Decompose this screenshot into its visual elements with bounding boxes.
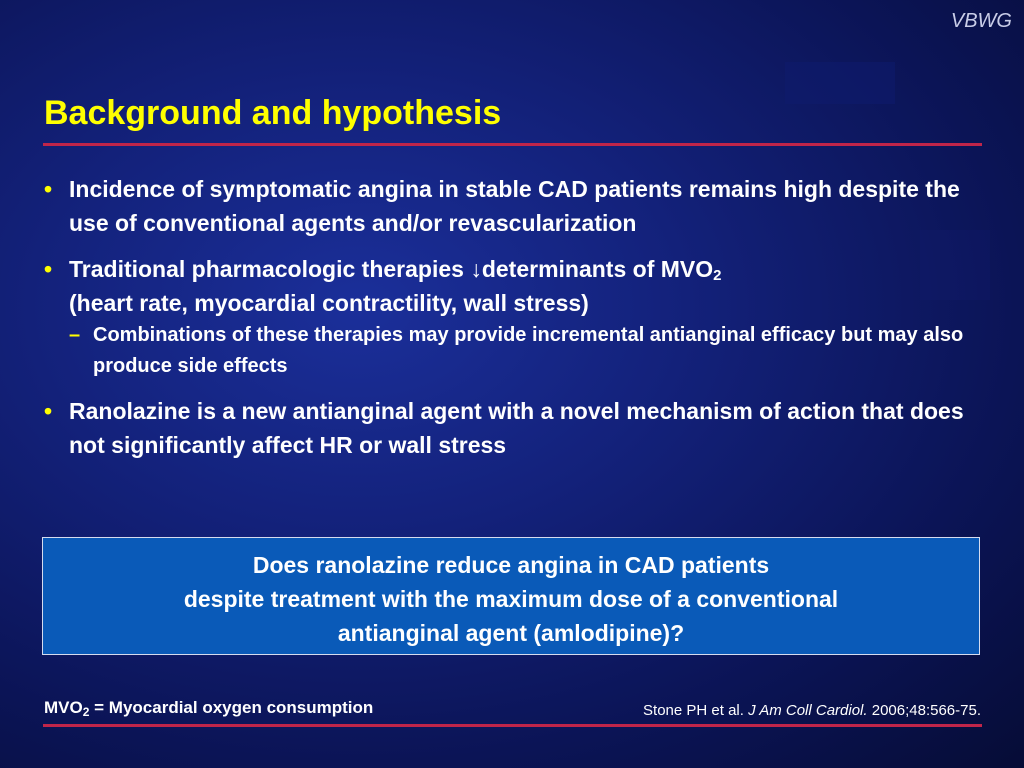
bullet-text: determinants of MVO bbox=[481, 256, 714, 282]
footnote-prefix: MVO bbox=[44, 698, 83, 717]
bullet-list bbox=[44, 172, 964, 474]
footer-divider bbox=[43, 724, 982, 727]
bullet-item bbox=[44, 394, 964, 462]
hypothesis-question-box bbox=[42, 537, 980, 655]
slide-title: Background and hypothesis bbox=[44, 94, 502, 132]
footnote-subscript: 2 bbox=[82, 705, 90, 719]
subscript: 2 bbox=[713, 267, 722, 284]
down-arrow-icon: ↓ bbox=[470, 256, 482, 282]
bullet-item bbox=[44, 252, 964, 382]
citation-journal: J Am Coll Cardiol. bbox=[748, 702, 868, 719]
bullet-dot: • bbox=[44, 398, 53, 424]
bullet-dot: • bbox=[44, 176, 53, 202]
footnote bbox=[44, 698, 373, 718]
question-line: despite treatment with the maximum dose of a conventional bbox=[183, 586, 839, 612]
footnote-text: = Myocardial oxygen consumption bbox=[89, 698, 374, 717]
question-line: Does ranolazine reduce angina in CAD patients bbox=[252, 552, 770, 578]
bullet-text: (heart rate, myocardial contractility, wall stress) bbox=[69, 290, 589, 316]
citation bbox=[643, 702, 981, 719]
question-line: antianginal agent (amlodipine)? bbox=[337, 620, 685, 646]
bullet-text: Incidence of symptomatic angina in stable CAD patients remains high despite the use of conventional agents and/or revascularization bbox=[69, 176, 960, 236]
bullet-text: Traditional pharmacologic therapies bbox=[69, 256, 471, 282]
title-divider bbox=[43, 143, 982, 146]
citation-authors: Stone PH et al. bbox=[643, 702, 749, 719]
sub-bullet-item bbox=[69, 320, 964, 382]
bullet-dot: • bbox=[44, 256, 53, 282]
sub-bullet-dash: – bbox=[69, 324, 81, 346]
bullet-text: Ranolazine is a new antianginal agent with a novel mechanism of action that does not significantly affect HR or wall stress bbox=[69, 398, 964, 458]
sub-bullet-text: Combinations of these therapies may provide incremental antianginal efficacy but may also produce side effects bbox=[93, 324, 964, 377]
bullet-item bbox=[44, 172, 964, 240]
brand-label: VBWG bbox=[950, 10, 1012, 32]
decorative-block bbox=[785, 62, 895, 104]
citation-details: 2006;48:566-75. bbox=[867, 702, 981, 719]
